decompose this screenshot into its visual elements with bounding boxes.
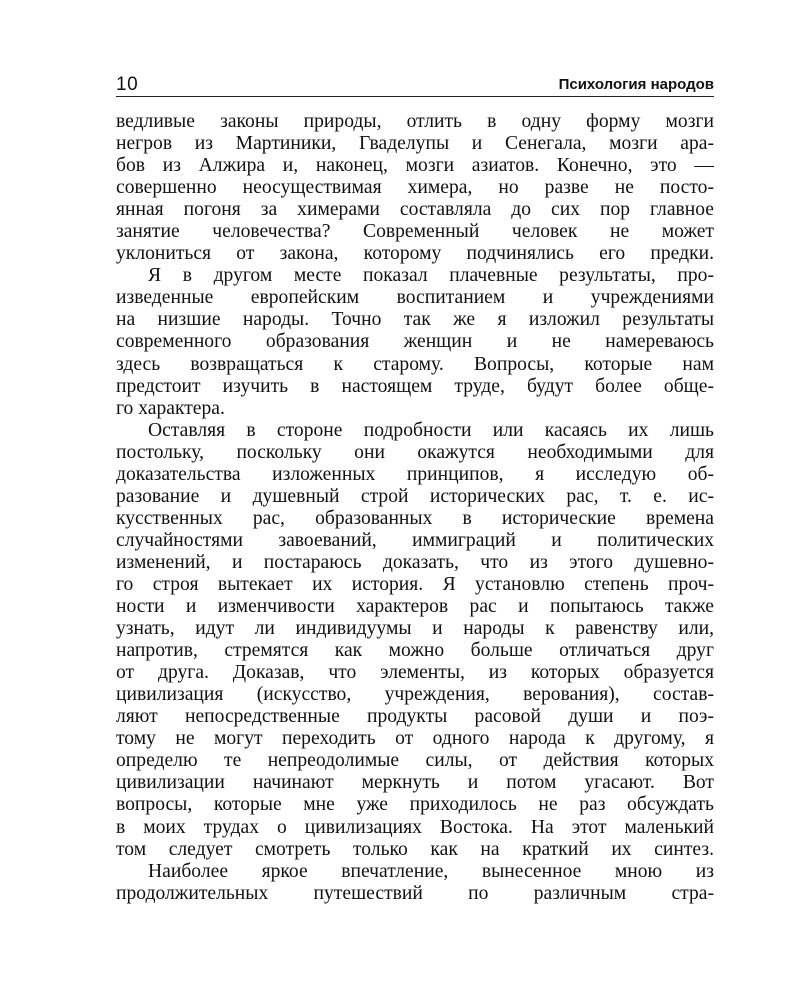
paragraph-1 [116, 111, 714, 265]
text-line: изведенные европейским воспитанием и учреждениями [116, 287, 714, 309]
text-line: разование и душевный строй исторических рас, т. е. ис- [116, 485, 714, 507]
text-line: цивилизации начинают меркнуть и потом угасают. Вот [116, 772, 714, 794]
text-line: от друга. Доказав, что элементы, из которых образуется [116, 662, 714, 684]
text-line: вопросы, которые мне уже приходилось не раз обсуждать [116, 794, 714, 816]
text-line: продолжительных путешествий по различным стра- [116, 882, 714, 904]
text-line: ведливые законы природы, отлить в одну форму мозги [116, 111, 714, 132]
text-line: напротив, стремятся как можно больше отличаться друг [116, 640, 714, 662]
text-line: Я в другом месте показал плачевные результаты, про- [148, 265, 714, 287]
text-line: кусственных рас, образованных в исторические времена [116, 507, 714, 529]
text-line: негров из Мартиники, Гваделупы и Сенегала, мозги ара- [116, 133, 714, 155]
text-line: доказательства изложенных принципов, я исследую об- [116, 463, 714, 485]
text-line: современного образования женщин и не намереваюсь [116, 331, 714, 353]
text-line: постольку, поскольку они окажутся необходимыми для [116, 441, 714, 463]
text-line: бов из Алжира и, наконец, мозги азиатов. Конечно, это — [116, 155, 714, 177]
paragraph-3 [116, 420, 714, 861]
text-line: Наиболее яркое впечатление, вынесенное мною из [148, 860, 714, 882]
text-line: тому не могут переходить от одного народа к другому, я [116, 728, 714, 750]
paragraph-2 [116, 265, 714, 419]
text-line: здесь возвращаться к старому. Вопросы, которые нам [116, 353, 714, 375]
paragraph-4 [116, 861, 714, 905]
book-page [116, 72, 714, 905]
text-line: янная погоня за химерами составляла до сих пор главное [116, 199, 714, 221]
text-line: го строя вытекает их история. Я установлю степень проч- [116, 573, 714, 595]
text-line: совершенно неосуществимая химера, но разве не посто- [116, 177, 714, 199]
body-text [116, 111, 714, 905]
text-line: ности и изменчивости характеров рас и попытаюсь также [116, 596, 714, 618]
text-line: том следует смотреть только как на краткий их синтез. [116, 838, 714, 860]
text-line: изменений, и постараюсь доказать, что из этого душевно- [116, 551, 714, 573]
text-line: Оставляя в стороне подробности или касаясь их лишь [148, 419, 714, 441]
text-line: предстоит изучить в настоящем труде, будут более обще- [116, 375, 714, 397]
text-line: случайностями завоеваний, иммиграций и политических [116, 529, 714, 551]
text-line: занятие человечества? Современный человек не может [116, 221, 714, 243]
text-line: в моих трудах о цивилизациях Востока. На этот маленький [116, 816, 714, 838]
text-line: цивилизация (искусство, учреждения, верования), состав- [116, 684, 714, 706]
text-line: определю те непреодолимые силы, от действия которых [116, 750, 714, 772]
book-title: Психология народов [558, 76, 714, 93]
page-number: 10 [116, 74, 139, 95]
running-head [116, 72, 714, 97]
text-line: го характера. [116, 397, 225, 419]
text-line: на низшие народы. Точно так же я изложил результаты [116, 309, 714, 331]
text-line: уклониться от закона, которому подчинялись его предки. [116, 243, 714, 265]
text-line: узнать, идут ли индивидуумы и народы к равенству или, [116, 618, 714, 640]
text-line: ляют непосредственные продукты расовой души и поэ- [116, 706, 714, 728]
